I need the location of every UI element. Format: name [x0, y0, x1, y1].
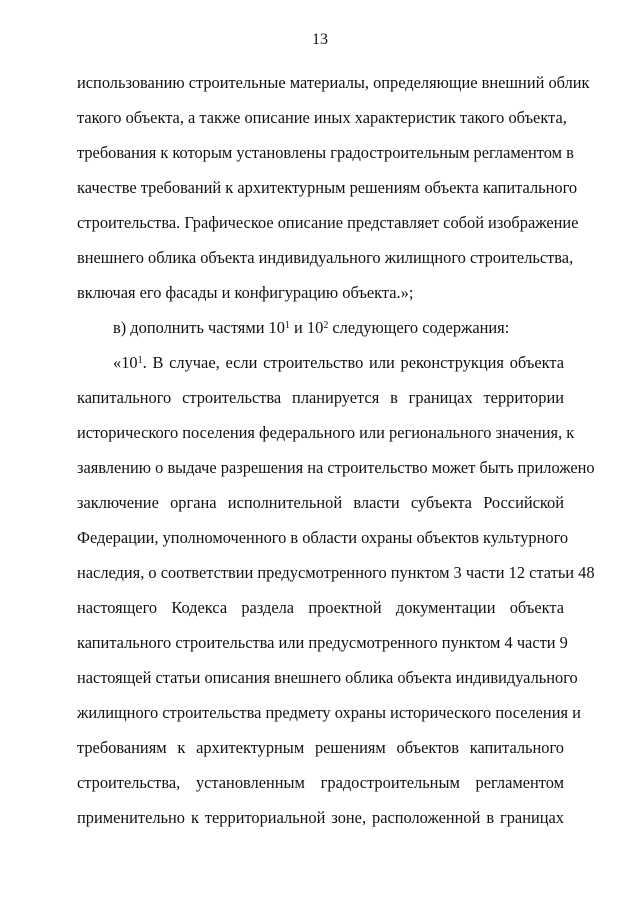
text-line-18: настоящей статьи описания внешнего облика объекта индивидуального — [77, 668, 578, 687]
text-line-13: заключение органа исполнительной власти субъекта Российской — [77, 493, 564, 512]
text-line-9 — [113, 352, 564, 374]
superscript: 1 — [137, 355, 143, 366]
text-line-7: включая его фасады и конфигурацию объекта.»; — [77, 283, 414, 302]
text-line-12: заявлению о выдаче разрешения на строительство может быть приложено — [77, 458, 595, 477]
text-line-21: строительства, установленным градостроительным регламентом — [77, 773, 564, 792]
superscript: 2 — [323, 320, 329, 331]
text-line-20: требованиям к архитектурным решениям объектов капитального — [77, 738, 564, 757]
superscript: 1 — [284, 320, 290, 331]
text-line-2: такого объекта, а также описание иных характеристик такого объекта, — [77, 108, 567, 127]
text-line-22: применительно к территориальной зоне, расположенной в границах — [77, 808, 564, 827]
text-line-9-post: . В случае, если строительство или реконструкция объекта — [142, 353, 564, 372]
text-line-8-mid: и 10 — [289, 318, 324, 337]
text-line-16: настоящего Кодекса раздела проектной документации объекта — [77, 598, 564, 617]
text-line-1: использованию строительные материалы, определяющие внешний облик — [77, 73, 590, 92]
text-line-10: капитального строительства планируется в границах территории — [77, 388, 564, 407]
text-line-6: внешнего облика объекта индивидуального жилищного строительства, — [77, 248, 574, 267]
text-line-19: жилищного строительства предмету охраны исторического поселения и — [77, 703, 581, 722]
text-line-15: наследия, о соответствии предусмотренного пунктом 3 части 12 статьи 48 — [77, 563, 595, 582]
text-line-4: качестве требований к архитектурным решениям объекта капитального — [77, 178, 578, 197]
text-line-8-pre: в) дополнить частями 10 — [113, 318, 285, 337]
text-line-8 — [113, 317, 564, 339]
page-number: 13 — [312, 31, 328, 48]
text-line-9-pre: «10 — [113, 353, 138, 372]
text-line-8-post: следующего содержания: — [328, 318, 510, 337]
text-line-11: исторического поселения федерального или регионального значения, к — [77, 423, 575, 442]
text-line-17: капитального строительства или предусмотренного пунктом 4 части 9 — [77, 633, 568, 652]
text-line-3: требования к которым установлены градостроительным регламентом в — [77, 143, 574, 162]
text-line-14: Федерации, уполномоченного в области охраны объектов культурного — [77, 528, 569, 547]
text-line-5: строительства. Графическое описание представляет собой изображение — [77, 213, 579, 232]
